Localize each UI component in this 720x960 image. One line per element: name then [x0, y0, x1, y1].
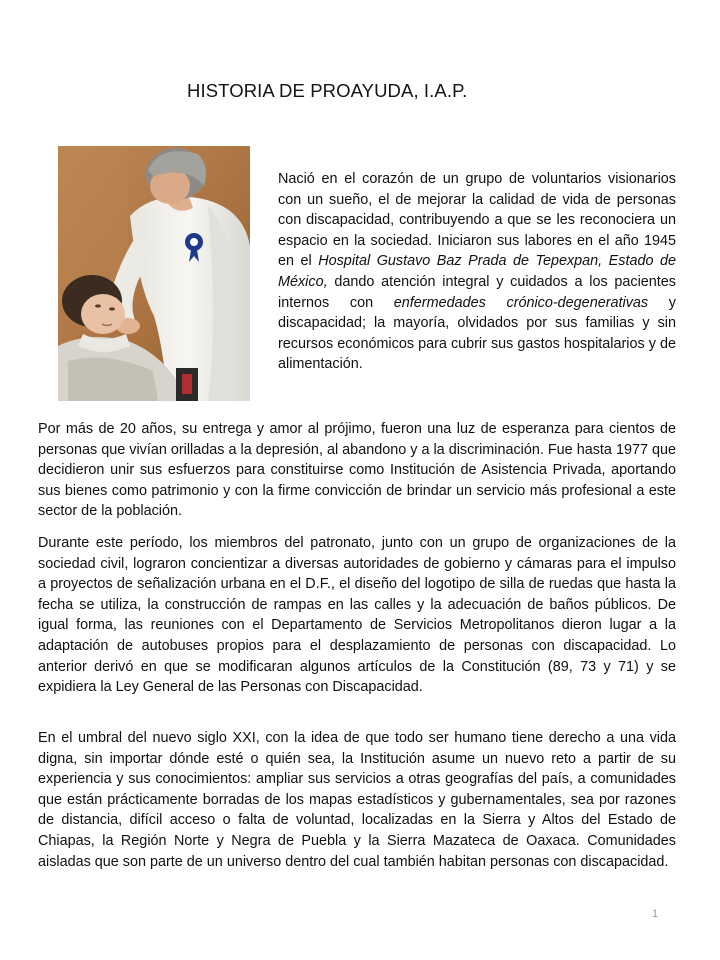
intro-text-part3: y discapacidad; la mayoría, olvidados por sus familias y sin recursos económicos para cubrir sus gastos hospitalarios y de alimentación. [278, 294, 676, 373]
intro-hospital-name: Hospital Gustavo Baz Prada de Tepexpan, Estado de México, [278, 253, 676, 290]
intro-diseases: enfermedades crónico-degenerativas [393, 294, 649, 311]
photo-illustration [58, 146, 250, 401]
intro-text-part2: dando atención integral y cuidados a los pacientes internos con [278, 273, 676, 311]
photo-caregiver-patient [58, 146, 250, 401]
paragraph-3: En el umbral del nuevo siglo XXI, con la idea de que todo ser humano tiene derecho a una vida digna, sin importar dónde esté o quién sea, la Institución asume un nuevo reto a partir de su experiencia y sus conocimientos: ampliar sus servicios a otras geografías del país, a comunidades que están prácticamente borradas de los mapas estadísticos y gubernamentales, sea por razones de distancia, difícil acceso o falta de voluntad, localizadas en la Sierra y Altos del Estado de Chiapas, la Región Norte y Negra de Puebla y la Sierra Mazateca de Oaxaca. Comunidades aisladas que son parte de un universo dentro del cual también habitan personas con discapacidad. [38, 730, 676, 870]
intro-paragraph [278, 169, 676, 375]
intro-text-part1: Nació en el corazón de un grupo de voluntarios visionarios con un sueño, el de mejorar la calidad de vida de personas con discapacidad, contribuyendo a que se les reconociera un espacio en la sociedad. Iniciaron sus labores en el año 1945 en el [278, 171, 676, 270]
paragraph-1: Por más de 20 años, su entrega y amor al prójimo, fueron una luz de esperanza para cientos de personas que vivían orilladas a la depresión, al abandono y a la discriminación. Fue hasta 1977 que decidieron unir sus esfuerzos para constituirse como Institución de Asistencia Privada, aportando sus bienes como patrimonio y con la firme convicción de brindar un servicio más profesional a este sector de la población. [38, 421, 676, 520]
page-number: 1 [652, 908, 659, 920]
page-title: HISTORIA DE PROAYUDA, I.A.P. [187, 80, 468, 101]
paragraph-2: Durante este período, los miembros del patronato, junto con un grupo de organizaciones de la sociedad civil, lograron concientizar a diversas autoridades de gobierno y cámaras para el impulso a proyectos de señalización urbana en el D.F., el diseño del logotipo de silla de ruedas que hasta la fecha se utiliza, la construcción de rampas en las calles y la adecuación de baños públicos. De igual forma, las reuniones con el Departamento de Servicios Metropolitanos dieron lugar a la adaptación de autobuses propios para el desplazamiento de personas con discapacidad. Lo anterior derivó en que se modificaran algunos artículos de la Constitución (89, 73 y 71) y se expidiera la Ley General de las Personas con Discapacidad. [38, 535, 676, 696]
